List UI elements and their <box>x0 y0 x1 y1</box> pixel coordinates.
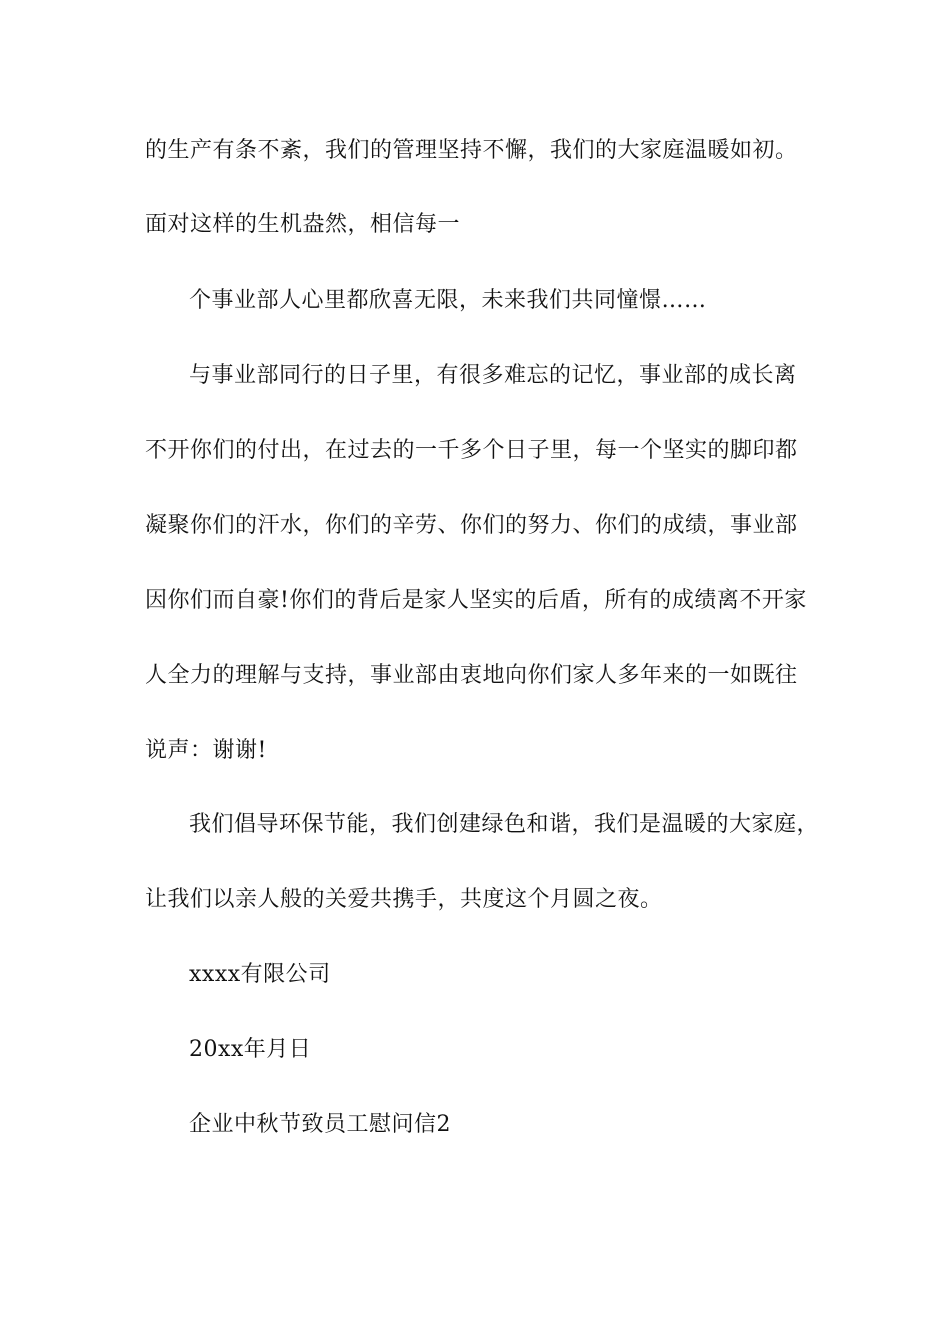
paragraph-line: 人全力的理解与支持，事业部由衷地向你们家人多年来的一如既往 <box>145 663 798 688</box>
company-name: xxxx有限公司 <box>189 962 331 987</box>
paragraph-line: 凝聚你们的汗水，你们的辛劳、你们的努力、你们的成绩，事业部 <box>145 513 798 538</box>
paragraph-line: 让我们以亲人般的关爱共携手，共度这个月圆之夜。 <box>145 887 663 912</box>
letter-date: 20xx年月日 <box>189 1037 312 1062</box>
paragraph-line: 不开你们的付出，在过去的一千多个日子里，每一个坚实的脚印都 <box>145 438 798 463</box>
next-letter-title: 企业中秋节致员工慰问信2 <box>189 1112 451 1137</box>
paragraph-line: 因你们而自豪!你们的背后是家人坚实的后盾，所有的成绩离不开家 <box>145 588 807 613</box>
paragraph-line: 与事业部同行的日子里，有很多难忘的记忆，事业部的成长离 <box>189 363 797 388</box>
paragraph-line: 的生产有条不紊，我们的管理坚持不懈，我们的大家庭温暖如初。 <box>145 138 798 163</box>
paragraph-line: 说声：谢谢! <box>145 738 267 763</box>
paragraph-line: 我们倡导环保节能，我们创建绿色和谐，我们是温暖的大家庭， <box>189 812 820 837</box>
paragraph-line: 个事业部人心里都欣喜无限，未来我们共同憧憬…… <box>189 288 707 313</box>
paragraph-line: 面对这样的生机盎然，相信每一 <box>145 212 461 237</box>
